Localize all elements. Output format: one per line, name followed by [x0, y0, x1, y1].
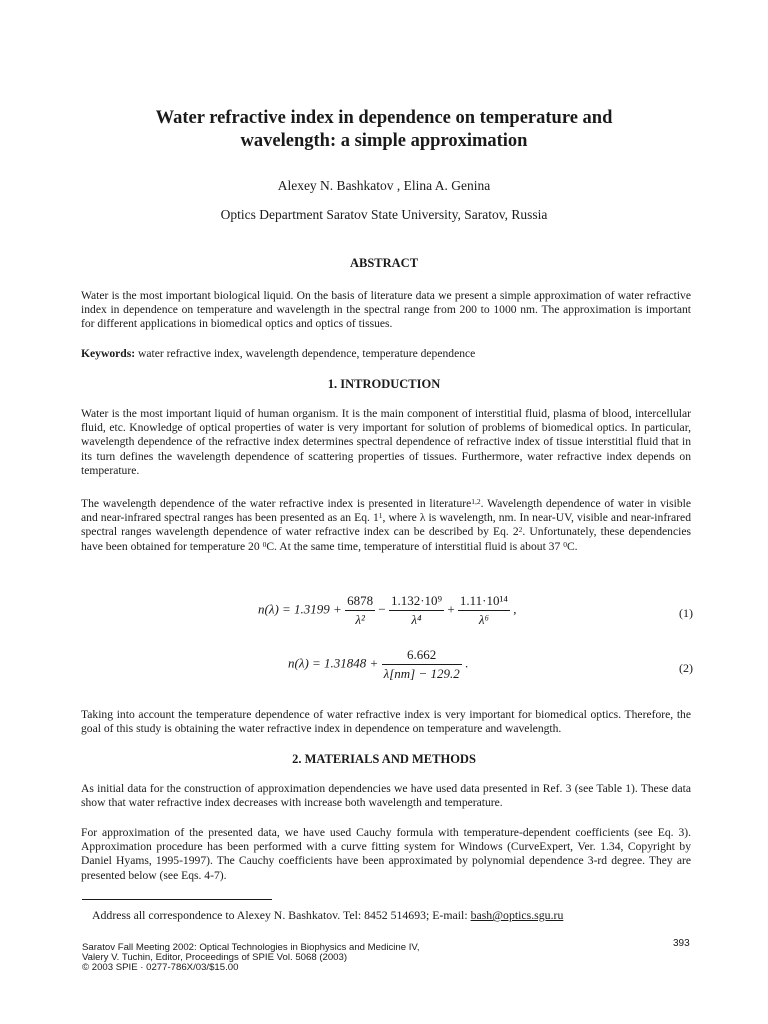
- equation-2: [288, 647, 468, 682]
- intro-paragraph-2: [81, 497, 691, 554]
- intro-p2-part-e: C. At the same time, temperature of interstitial fluid is about 37: [266, 539, 564, 553]
- eq1-term-2-denominator: λ⁴: [389, 610, 444, 628]
- footer-line-1: Saratov Fall Meeting 2002: Optical Technologies in Biophysics and Medicine IV,: [82, 942, 420, 953]
- keywords-label: Keywords:: [81, 347, 136, 360]
- footnote-text: Address all correspondence to Alexey N. Bashkatov. Tel: 8452 514693; E-mail:: [92, 908, 471, 922]
- eq1-lhs: n(λ) = 1.3199 +: [258, 601, 342, 617]
- intro-p2-part-b: . Wavelength dependence of water in visible and near-infrared spectral ranges has been presented as an Eq. 1: [81, 497, 691, 525]
- equation-1: [258, 593, 516, 628]
- citation-ref: 1,2: [471, 497, 481, 506]
- intro-p2-part-a: The wavelength dependence of the water refractive index is presented in literature: [81, 497, 472, 510]
- footnote: [92, 908, 563, 923]
- methods-paragraph-1: As initial data for the construction of approximation dependencies we have used data presented in Ref. 3 (see Table 1). These data show that water refractive index decreases with increase both wavelength and temperature.: [81, 782, 691, 810]
- eq2-lhs: n(λ) = 1.31848 +: [288, 655, 379, 671]
- eq2-denominator: λ[nm] − 129.2: [383, 666, 460, 681]
- keywords: [81, 347, 691, 361]
- methods-paragraph-2: For approximation of the presented data, we have used Cauchy formula with temperature-dependent coefficients (see Eq. 3). Approximation procedure has been performed with a curve fitting system for Windows (CurveExpert, Ver. 1.34, Copyright by Daniel Hyams, 1995-1997). The Cauchy coefficients have been approximated by polynomial dependence 3-rd degree. They are presented below (see Eqs. 4-7).: [81, 826, 691, 882]
- footnote-email-link[interactable]: bash@optics.sgu.ru: [470, 908, 564, 922]
- footer-line-3: © 2003 SPIE · 0277-786X/03/$15.00: [82, 962, 239, 973]
- footer-line-2: Valery V. Tuchin, Editor, Proceedings of SPIE Vol. 5068 (2003): [82, 952, 348, 963]
- equation-1-number: (1): [679, 606, 693, 620]
- eq1-tail: ,: [513, 601, 517, 617]
- eq1-minus: −: [378, 601, 386, 617]
- eq2-numerator: 6.662: [407, 647, 437, 662]
- citation-ref: 2: [518, 525, 523, 535]
- eq1-term-3-denominator: λ⁶: [458, 610, 510, 628]
- title-line-1: Water refractive index in dependence on temperature and: [155, 108, 613, 128]
- paper-title: [60, 107, 708, 153]
- footnote-divider: [82, 899, 272, 900]
- abstract-heading: ABSTRACT: [349, 256, 419, 270]
- eq1-term-1: [345, 593, 375, 628]
- page-number: 393: [673, 938, 690, 949]
- eq1-term-1-denominator: λ²: [345, 610, 375, 628]
- intro-p2-part-d: . Unfortunately, these dependencies have been obtained for temperature 20: [81, 525, 691, 553]
- authors: Alexey N. Bashkatov , Elina A. Genina: [277, 178, 491, 193]
- eq2-tail: .: [465, 655, 469, 671]
- eq1-term-1-numerator: 6878: [347, 593, 374, 608]
- section-1-heading: 1. INTRODUCTION: [327, 377, 441, 391]
- degree-mark: 0: [262, 539, 267, 549]
- after-equation-paragraph: Taking into account the temperature dependence of water refractive index is very important for biomedical optics. Therefore, the goal of this study is obtaining the water refractive index in dependence on temperature and wavelength.: [81, 708, 691, 736]
- eq2-fraction: [382, 647, 462, 682]
- equation-2-number: (2): [679, 661, 693, 675]
- citation-ref: 1: [378, 511, 383, 521]
- eq1-plus: +: [447, 601, 455, 617]
- section-2-heading: 2. MATERIALS AND METHODS: [292, 752, 476, 766]
- publication-footer: [82, 943, 502, 973]
- eq1-term-2-numerator: 1.132·10⁹: [390, 593, 443, 608]
- affiliation: Optics Department Saratov State University, Saratov, Russia: [220, 207, 548, 222]
- intro-p2-part-c: , where λ is wavelength, nm. In near-UV, visible and near-infrared spectral ranges wavelength dependence of water refractive index can be described by Eq. 2: [81, 511, 691, 539]
- abstract-text: Water is the most important biological liquid. On the basis of literature data we present a simple approximation of water refractive index in dependence on temperature and wavelength in the spectral range from 200 to 1000 nm. The approximation is important for different applications in biomedical optics and optics of tissues.: [81, 289, 691, 331]
- intro-paragraph-1: Water is the most important liquid of human organism. It is the main component of interstitial fluid, plasma of blood, intercellular fluid, etc. Knowledge of optical properties of water is very important for solution of problems of biomedical optics. In particular, wavelength dependence of the refractive index determines spectral dependence of refractive index of tissue interstitial fluid that in its turn defines the wavelength dependence of scattering properties of tissues. Furthermore, water refractive index depends on temperature.: [81, 407, 691, 477]
- eq1-term-3: [458, 593, 510, 628]
- title-line-2: wavelength: a simple approximation: [240, 131, 528, 151]
- intro-p2-part-f: C.: [566, 539, 578, 553]
- eq1-term-2: [389, 593, 444, 628]
- keywords-text: water refractive index, wavelength dependence, temperature dependence: [135, 347, 476, 360]
- degree-mark: 0: [563, 539, 567, 549]
- eq1-term-3-numerator: 1.11·10¹⁴: [459, 593, 508, 608]
